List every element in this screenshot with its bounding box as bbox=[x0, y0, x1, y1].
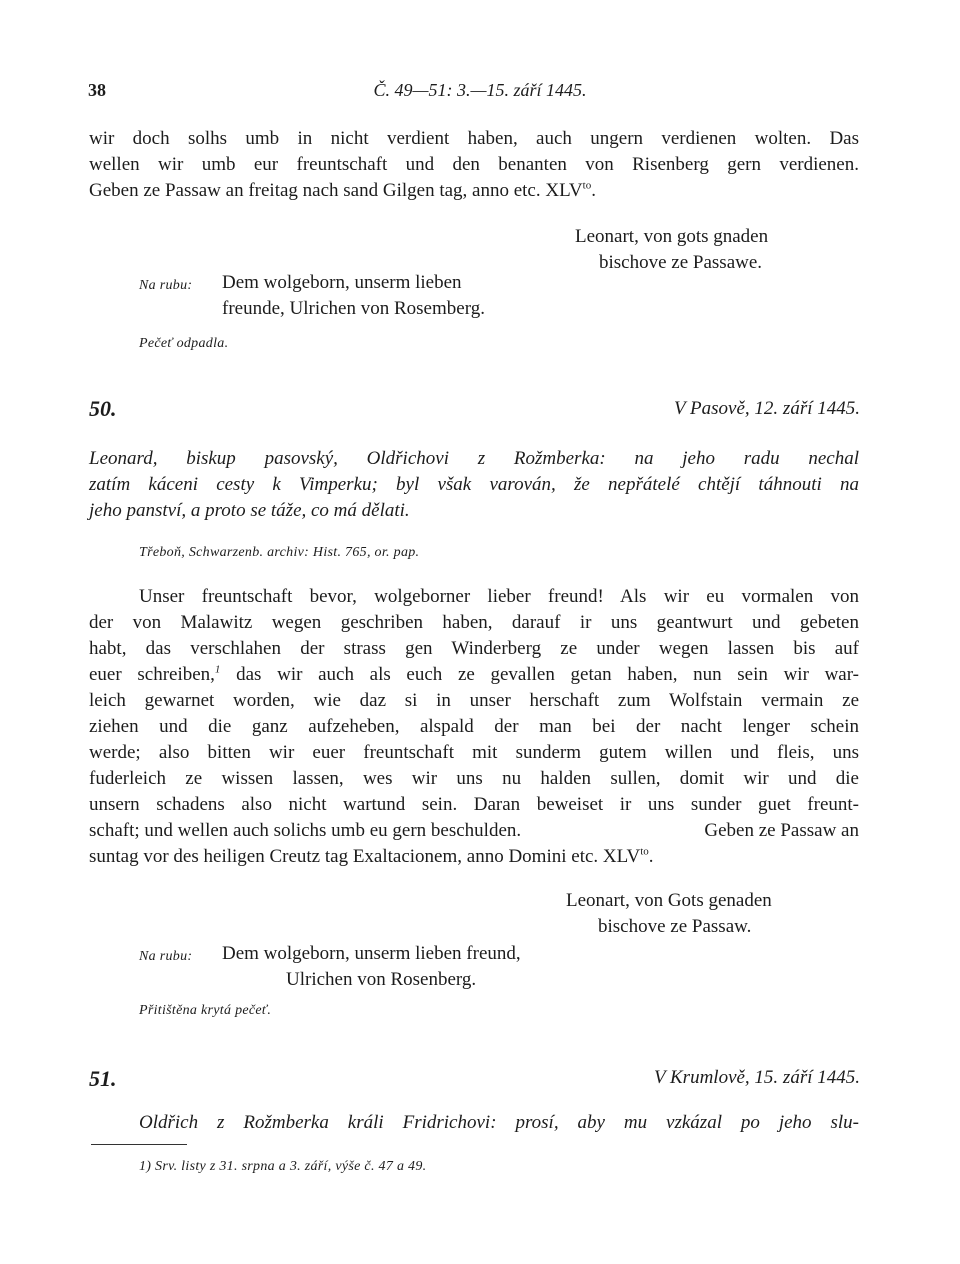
source-note: Třeboň, Schwarzenb. archiv: Hist. 765, or. pap. bbox=[139, 545, 420, 560]
document-number: 50. bbox=[89, 396, 117, 421]
address-line: freunde, Ulrichen von Rosemberg. bbox=[222, 298, 485, 319]
document-number: 51. bbox=[89, 1066, 117, 1091]
place-date: V Pasově, 12. září 1445. bbox=[674, 398, 860, 419]
dating-line bbox=[89, 180, 596, 202]
signature-line: bischove ze Passawe. bbox=[599, 252, 763, 273]
summary-line: zatím káceni cesty k Vimperku; byl však varován, že nepřátelé chtějí táhnouti na bbox=[89, 474, 859, 495]
dating-line bbox=[89, 846, 654, 868]
page-number: 38 bbox=[88, 80, 106, 100]
text-line: fuderleich ze wissen lassen, wes wir uns nu halden sullen, domit wir und die bbox=[89, 768, 859, 789]
footnote-rule bbox=[91, 1144, 187, 1145]
text-line: Unser freuntschaft bevor, wolgeborner lieber freund! Als wir eu vormalen von bbox=[139, 586, 859, 607]
place-date: V Krumlově, 15. září 1445. bbox=[653, 1067, 860, 1088]
dating-text: Geben ze Passaw an freitag nach sand Gilgen tag, anno etc. XLV bbox=[89, 180, 583, 201]
text-line: wellen wir umb eur freuntschaft und den benanten von Risenberg gern verdienen. bbox=[89, 154, 859, 175]
text-line: werde; also bitten wir euer freuntschaft mit sunderm gutem willen und fleis, uns bbox=[89, 742, 859, 763]
superscript: to bbox=[640, 845, 649, 858]
footnote-reference: 1 bbox=[214, 663, 221, 676]
address-label: Na rubu: bbox=[139, 278, 193, 293]
text-line: leich gewarnet worden, wie daz si in unser herschaft zum Wolfstain vermain ze bbox=[89, 690, 859, 711]
footnote: 1) Srv. listy z 31. srpna a 3. září, výše č. 47 a 49. bbox=[139, 1159, 427, 1174]
text-line: der von Malawitz wegen geschriben haben, darauf ir uns geantwurt und gebeten bbox=[89, 612, 859, 633]
running-title: Č. 49—51: 3.—15. září 1445. bbox=[373, 80, 587, 100]
address-line: Dem wolgeborn, unserm lieben bbox=[222, 272, 462, 293]
summary-line: Oldřich z Rožmberka králi Fridrichovi: prosí, aby mu vzkázal po jeho slu- bbox=[139, 1112, 859, 1133]
signature-line: bischove ze Passaw. bbox=[598, 916, 752, 937]
address-label: Na rubu: bbox=[139, 949, 193, 964]
signature-line: Leonart, von gots gnaden bbox=[575, 226, 769, 247]
text-line: habt, das verschlahen der strass gen Winderberg ze under wegen lassen bis auf bbox=[89, 638, 859, 659]
summary-line: jeho panství, a proto se táže, co má dělati. bbox=[89, 500, 410, 521]
superscript: to bbox=[582, 179, 592, 192]
punctuation: . bbox=[591, 180, 596, 201]
text-line: ziehen und die ganz aufzeheben, alspald der man bei der nacht lenger schein bbox=[89, 716, 859, 737]
text-line: schaft; und wellen auch solichs umb eu gern beschulden. bbox=[89, 820, 522, 841]
text-line: unsern schadens also nicht wartund sein. Daran beweiset ir uns sunder guet freunt- bbox=[89, 794, 859, 815]
text-line bbox=[89, 664, 859, 686]
seal-note: Přitištěna krytá pečeť. bbox=[139, 1003, 272, 1018]
punctuation: . bbox=[648, 846, 654, 867]
text-line: wir doch solhs umb in nicht verdient haben, auch ungern verdienen wolten. Das bbox=[89, 128, 859, 149]
address-line: Dem wolgeborn, unserm lieben freund, bbox=[222, 943, 521, 964]
dating-text: suntag vor des heiligen Creutz tag Exaltacionem, anno Domini etc. XLV bbox=[89, 846, 641, 867]
seal-note: Pečeť odpadla. bbox=[139, 336, 229, 351]
signature-line: Leonart, von Gots genaden bbox=[566, 890, 772, 911]
text-segment: das wir auch als euch ze gevallen getan haben, nun sein wir war- bbox=[220, 664, 859, 685]
dating-clause: Geben ze Passaw an bbox=[704, 820, 859, 841]
text-segment: euer schreiben, bbox=[89, 664, 215, 685]
address-line: Ulrichen von Rosenberg. bbox=[286, 969, 477, 990]
summary-line: Leonard, biskup pasovský, Oldřichovi z Rožmberka: na jeho radu nechal bbox=[89, 448, 859, 469]
